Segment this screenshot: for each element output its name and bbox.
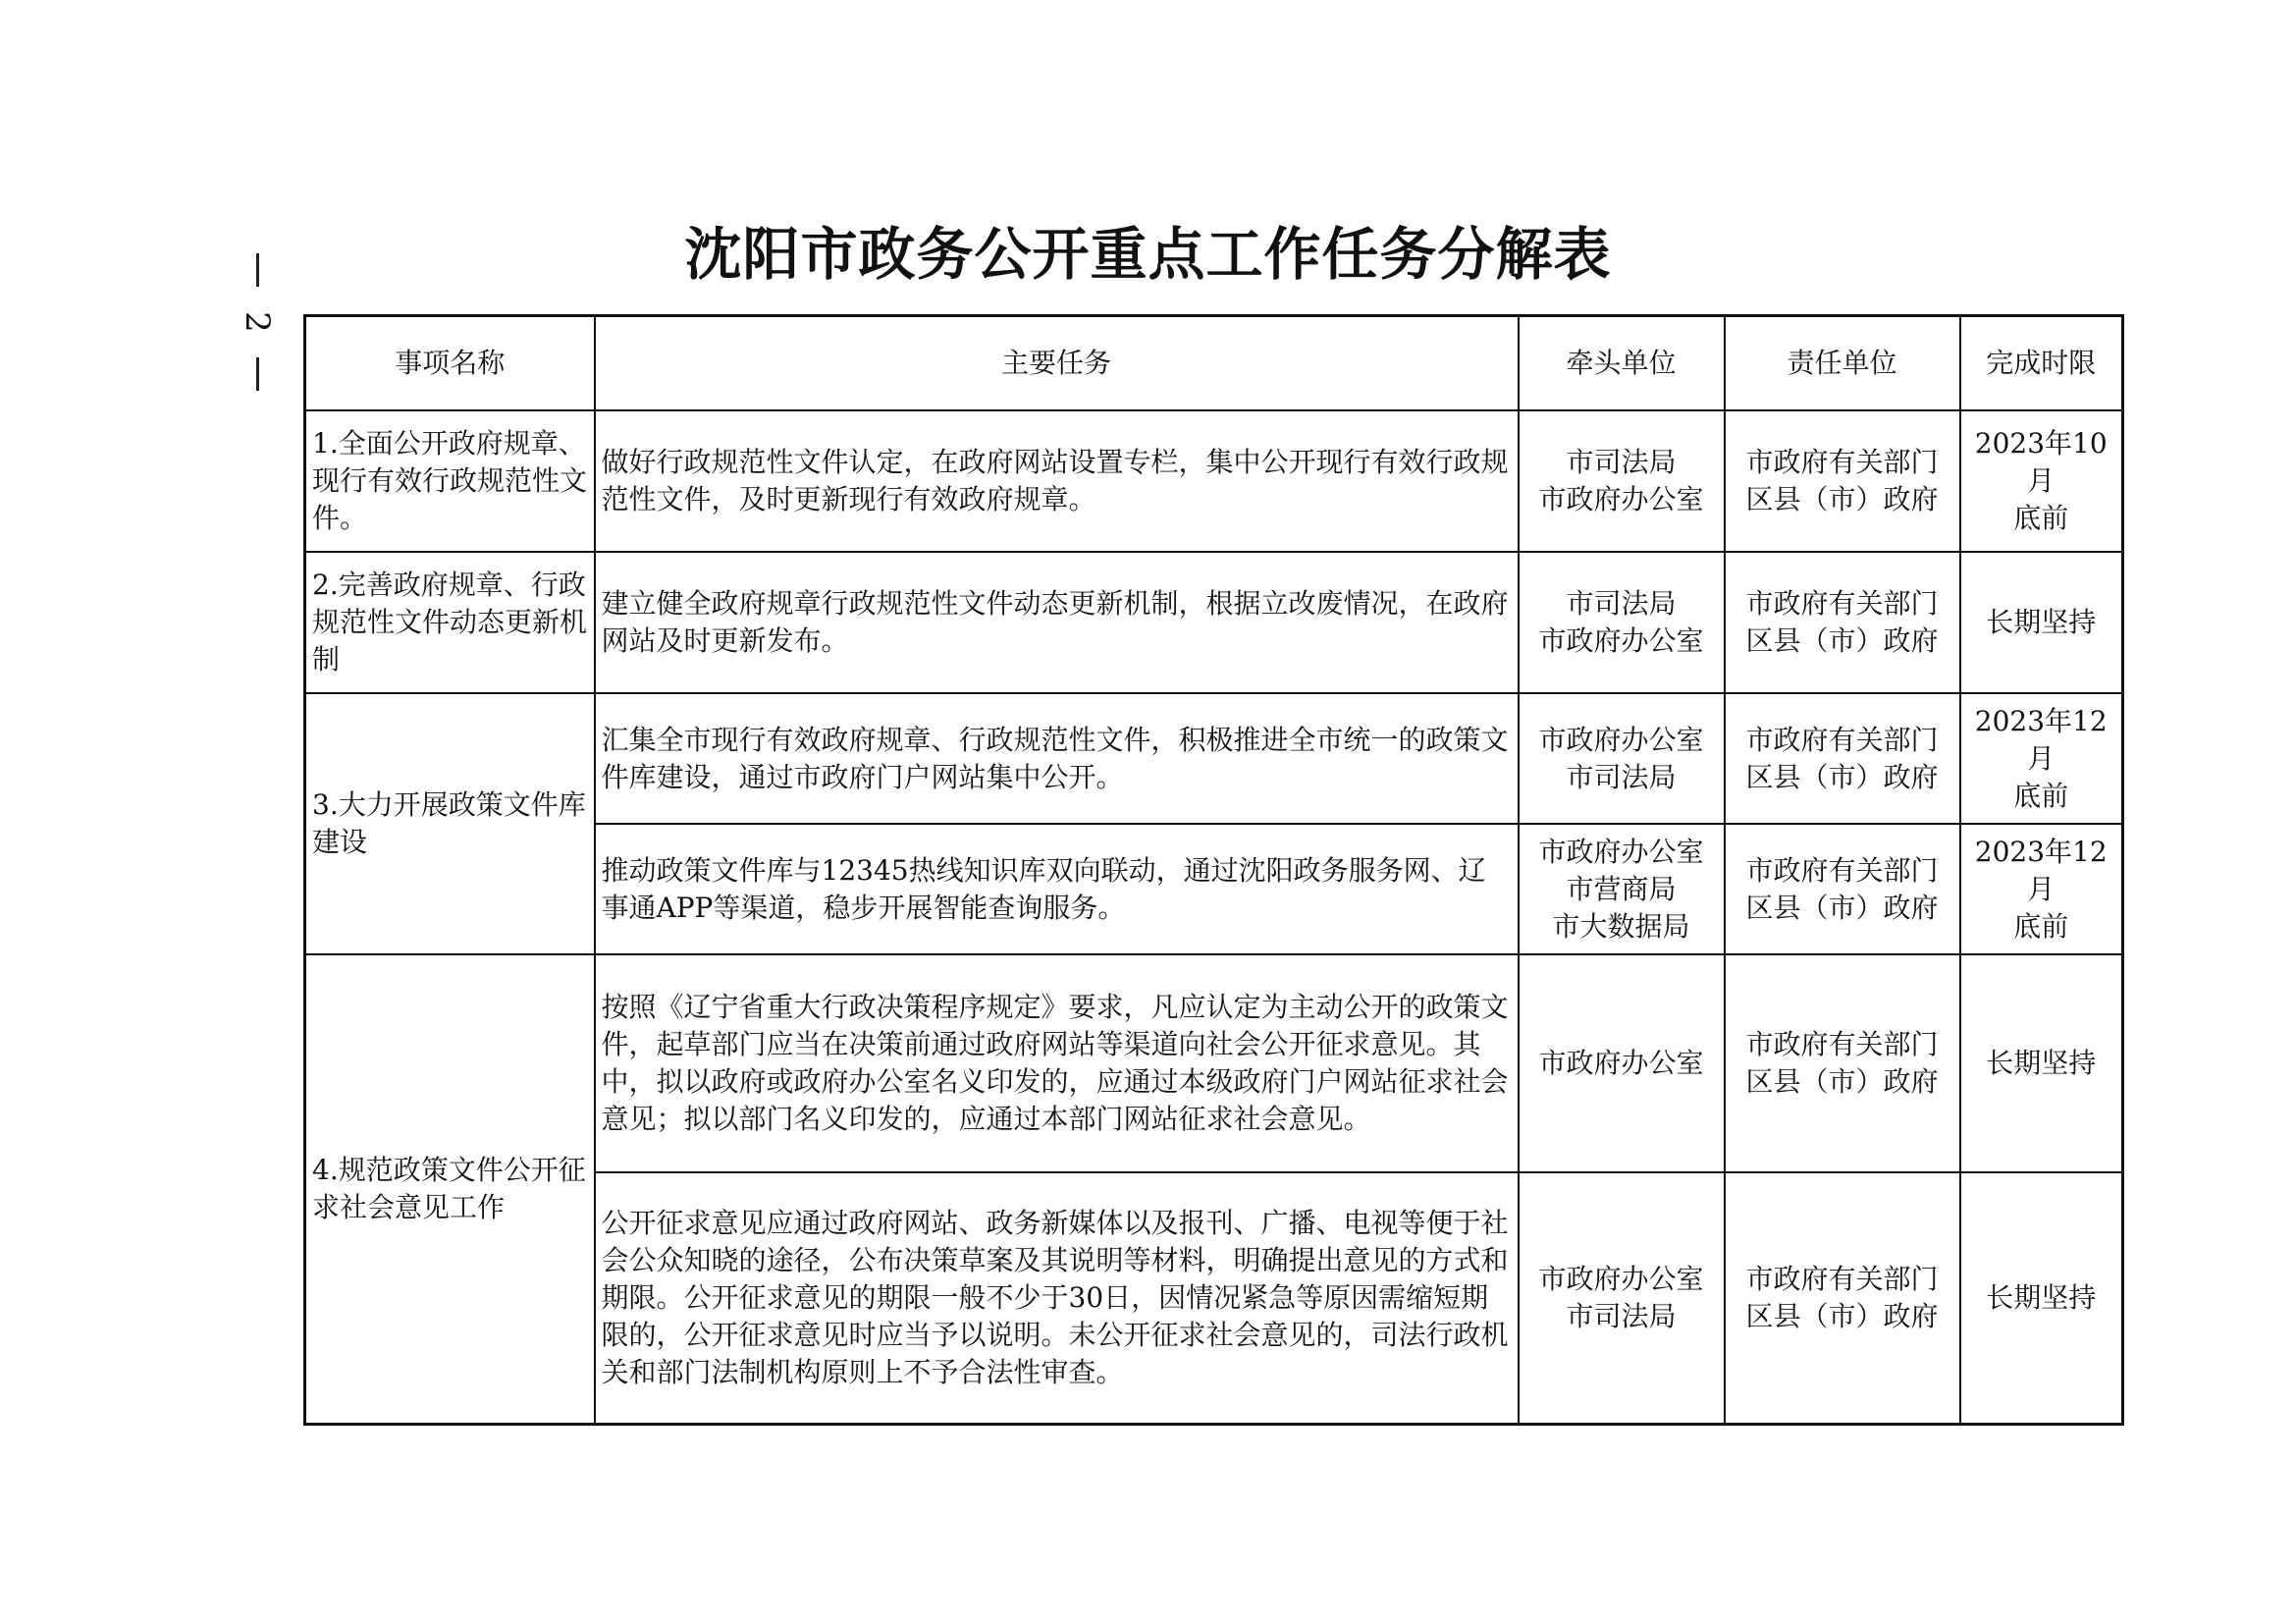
deadline: 底前 [2013, 502, 2069, 534]
responsible-unit-cell [1725, 824, 1960, 954]
item-cell: 2.完善政府规章、行政规范性文件动态更新机制 [305, 552, 595, 693]
responsible-unit: 市政府有关部门 [1745, 587, 1939, 620]
lead-unit: 市大数据局 [1552, 909, 1690, 943]
lead-unit: 市政府办公室 [1538, 483, 1704, 515]
responsible-unit: 市政府有关部门 [1745, 1028, 1939, 1060]
deadline: 底前 [2013, 779, 2069, 812]
document-title: 沈阳市政务公开重点工作任务分解表 [684, 221, 1612, 288]
lead-unit: 市司法局 [1566, 446, 1677, 478]
lead-unit: 市政府办公室 [1538, 624, 1704, 657]
deadline: 2023年10月 [1974, 427, 2108, 497]
responsible-unit: 市政府有关部门 [1745, 1262, 1939, 1295]
lead-unit: 市政府办公室 [1538, 1262, 1704, 1295]
table-row [305, 410, 2123, 552]
page-number-text: 2 [237, 311, 277, 333]
responsible-unit: 区县（市）政府 [1745, 1299, 1939, 1332]
lead-unit: 市营商局 [1566, 872, 1677, 905]
header-deadline: 完成时限 [1960, 316, 2123, 411]
responsible-unit-cell [1725, 954, 1960, 1172]
responsible-unit-cell [1725, 410, 1960, 552]
lead-unit: 市政府办公室 [1538, 1047, 1704, 1079]
deadline: 2023年12月 [1974, 835, 2108, 905]
table-row [305, 954, 2123, 1172]
lead-unit: 市司法局 [1566, 587, 1677, 620]
lead-unit-cell [1519, 693, 1725, 824]
deadline-cell [1960, 954, 2123, 1172]
task-table [303, 314, 2124, 1426]
deadline-cell [1960, 824, 2123, 954]
responsible-unit: 市政府有关部门 [1745, 446, 1939, 478]
responsible-unit: 市政府有关部门 [1745, 853, 1939, 887]
lead-unit-cell [1519, 824, 1725, 954]
header-item: 事项名称 [305, 316, 595, 411]
lead-unit-cell [1519, 954, 1725, 1172]
table-row [305, 552, 2123, 693]
header-task: 主要任务 [595, 316, 1519, 411]
deadline-cell [1960, 410, 2123, 552]
header-row [305, 316, 2123, 411]
deadline-cell [1960, 693, 2123, 824]
responsible-unit-cell [1725, 1172, 1960, 1424]
responsible-unit: 区县（市）政府 [1745, 1065, 1939, 1098]
deadline: 长期坚持 [1986, 1047, 2097, 1079]
deadline: 长期坚持 [1986, 606, 2097, 638]
deadline: 底前 [2013, 909, 2069, 943]
deadline: 2023年12月 [1974, 704, 2108, 775]
deadline-cell [1960, 552, 2123, 693]
lead-unit: 市政府办公室 [1538, 723, 1704, 756]
deadline: 长期坚持 [1986, 1280, 2097, 1314]
lead-unit: 市司法局 [1566, 1299, 1677, 1332]
task-cell: 推动政策文件库与12345热线知识库双向联动，通过沈阳政务服务网、辽事通APP等渠道，稳步开展智能查询服务。 [595, 824, 1519, 954]
responsible-unit: 市政府有关部门 [1745, 723, 1939, 756]
task-cell: 建立健全政府规章行政规范性文件动态更新机制，根据立改废情况，在政府网站及时更新发布。 [595, 552, 1519, 693]
responsible-unit: 区县（市）政府 [1745, 483, 1939, 515]
responsible-unit: 区县（市）政府 [1745, 760, 1939, 793]
task-cell: 公开征求意见应通过政府网站、政务新媒体以及报刊、广播、电视等便于社会公众知晓的途径，公布决策草案及其说明等材料，明确提出意见的方式和期限。公开征求意见的期限一般不少于30日，因情况紧急等原因需缩短期限的，公开征求意见时应当予以说明。未公开征求社会意见的，司法行政机关和部门法制机构原则上不予合法性审查。 [595, 1172, 1519, 1424]
responsible-unit: 区县（市）政府 [1745, 891, 1939, 924]
responsible-unit: 区县（市）政府 [1745, 624, 1939, 657]
deadline-cell [1960, 1172, 2123, 1424]
lead-unit: 市政府办公室 [1538, 835, 1704, 868]
lead-unit-cell [1519, 1172, 1725, 1424]
lead-unit-cell [1519, 410, 1725, 552]
responsible-unit-cell [1725, 552, 1960, 693]
lead-unit: 市司法局 [1566, 760, 1677, 793]
task-cell: 按照《辽宁省重大行政决策程序规定》要求，凡应认定为主动公开的政策文件，起草部门应当在决策前通过政府网站等渠道向社会公开征求意见。其中，拟以政府或政府办公室名义印发的，应通过本级政府门户网站征求社会意见；拟以部门名义印发的，应通过本部门网站征求社会意见。 [595, 954, 1519, 1172]
item-cell: 4.规范政策文件公开征求社会意见工作 [305, 954, 595, 1424]
header-lead-unit: 牵头单位 [1519, 316, 1725, 411]
table-row [305, 693, 2123, 824]
task-cell: 做好行政规范性文件认定，在政府网站设置专栏，集中公开现行有效行政规范性文件，及时更新现行有效政府规章。 [595, 410, 1519, 552]
lead-unit-cell [1519, 552, 1725, 693]
item-cell: 3.大力开展政策文件库建设 [305, 693, 595, 954]
page-number-dash-bottom [256, 357, 259, 391]
item-cell: 1.全面公开政府规章、现行有效行政规范性文件。 [305, 410, 595, 552]
task-cell: 汇集全市现行有效政府规章、行政规范性文件，积极推进全市统一的政策文件库建设，通过市政府门户网站集中公开。 [595, 693, 1519, 824]
header-responsible-unit: 责任单位 [1725, 316, 1960, 411]
responsible-unit-cell [1725, 693, 1960, 824]
